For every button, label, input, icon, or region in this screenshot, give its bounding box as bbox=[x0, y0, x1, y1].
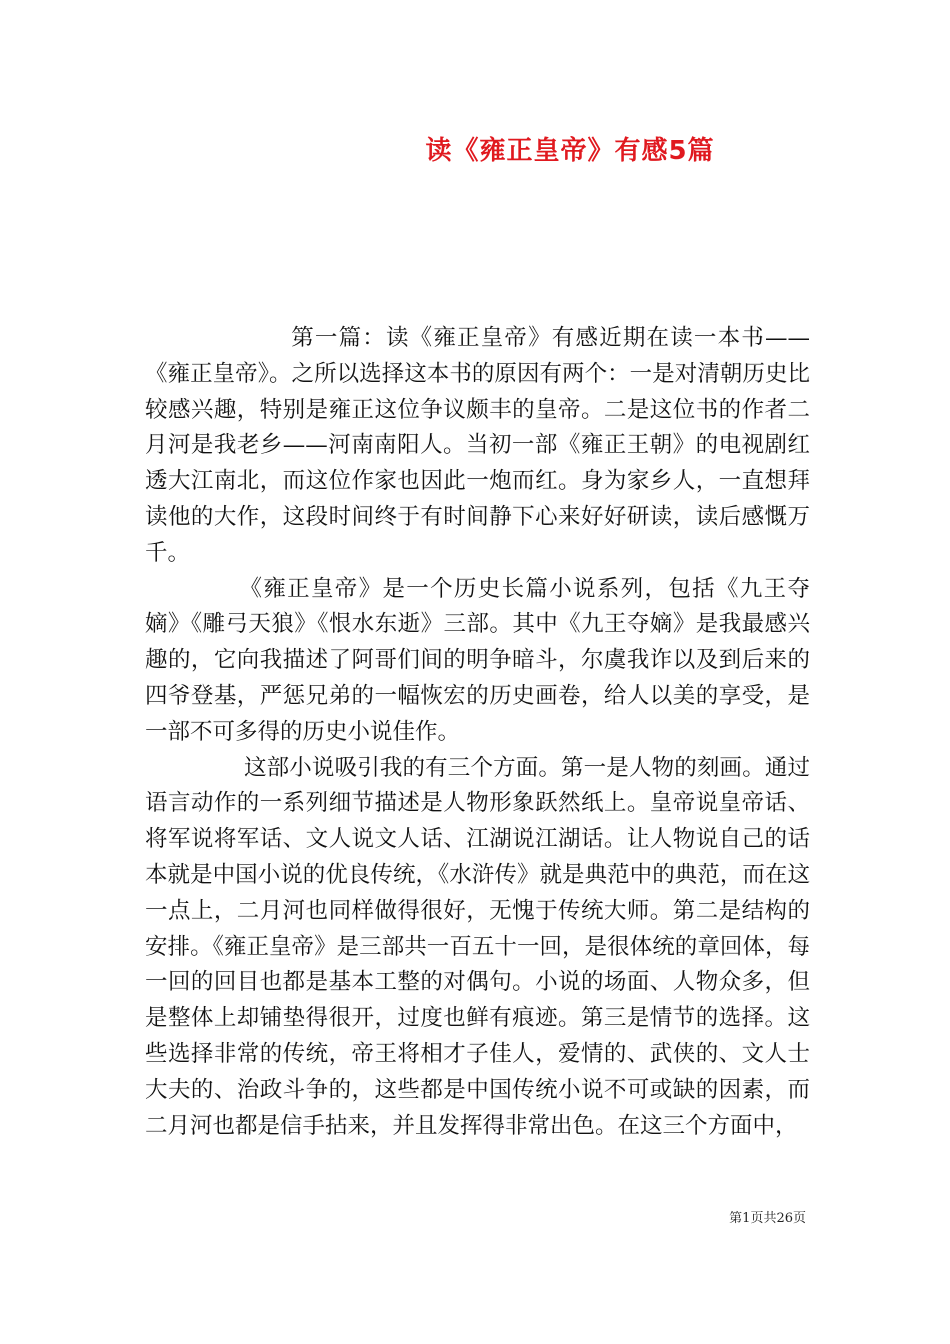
document-body bbox=[145, 321, 810, 1144]
paragraph-1: 第一篇：读《雍正皇帝》有感近期在读一本书——《雍正皇帝》。之所以选择这本书的原因有两个：一是对清朝历史比较感兴趣，特别是雍正这位争议颇丰的皇帝。二是这位书的作者二月河是我老乡——河南南阳人。当初一部《雍正王朝》的电视剧红透大江南北，而这位作家也因此一炮而红。身为家乡人，一直想拜读他的大作，这段时间终于有时间静下心来好好研读，读后感慨万千。 bbox=[145, 325, 810, 566]
document-title: 读《雍正皇帝》有感5篇 bbox=[425, 136, 715, 166]
paragraph-2: 《雍正皇帝》是一个历史长篇小说系列，包括《九王夺嫡》《雕弓天狼》《恨水东逝》三部。其中《九王夺嫡》是我最感兴趣的，它向我描述了阿哥们间的明争暗斗，尔虞我诈以及到后来的四爷登基，严惩兄弟的一幅恢宏的历史画卷，给人以美的享受，是一部不可多得的历史小说佳作。 bbox=[145, 575, 810, 745]
page-number-footer: 第1页共26页 bbox=[729, 1211, 806, 1226]
paragraph-3: 这部小说吸引我的有三个方面。第一是人物的刻画。通过语言动作的一系列细节描述是人物形象跃然纸上。皇帝说皇帝话、将军说将军话、文人说文人话、江湖说江湖话。让人物说自己的话本就是中国小说的优良传统，《水浒传》就是典范中的典范，而在这一点上，二月河也同样做得很好，无愧于传统大师。第二是结构的安排。《雍正皇帝》是三部共一百五十一回，是很体统的章回体，每一回的回目也都是基本工整的对偶句。小说的场面、人物众多，但是整体上却铺垫得很开，过度也鲜有痕迹。第三是情节的选择。这些选择非常的传统，帝王将相才子佳人，爱情的、武侠的、文人士大夫的、治政斗争的，这些都是中国传统小说不可或缺的因素，而二月河也都是信手拈来，并且发挥得非常出色。在这三个方面中， bbox=[145, 754, 810, 1139]
